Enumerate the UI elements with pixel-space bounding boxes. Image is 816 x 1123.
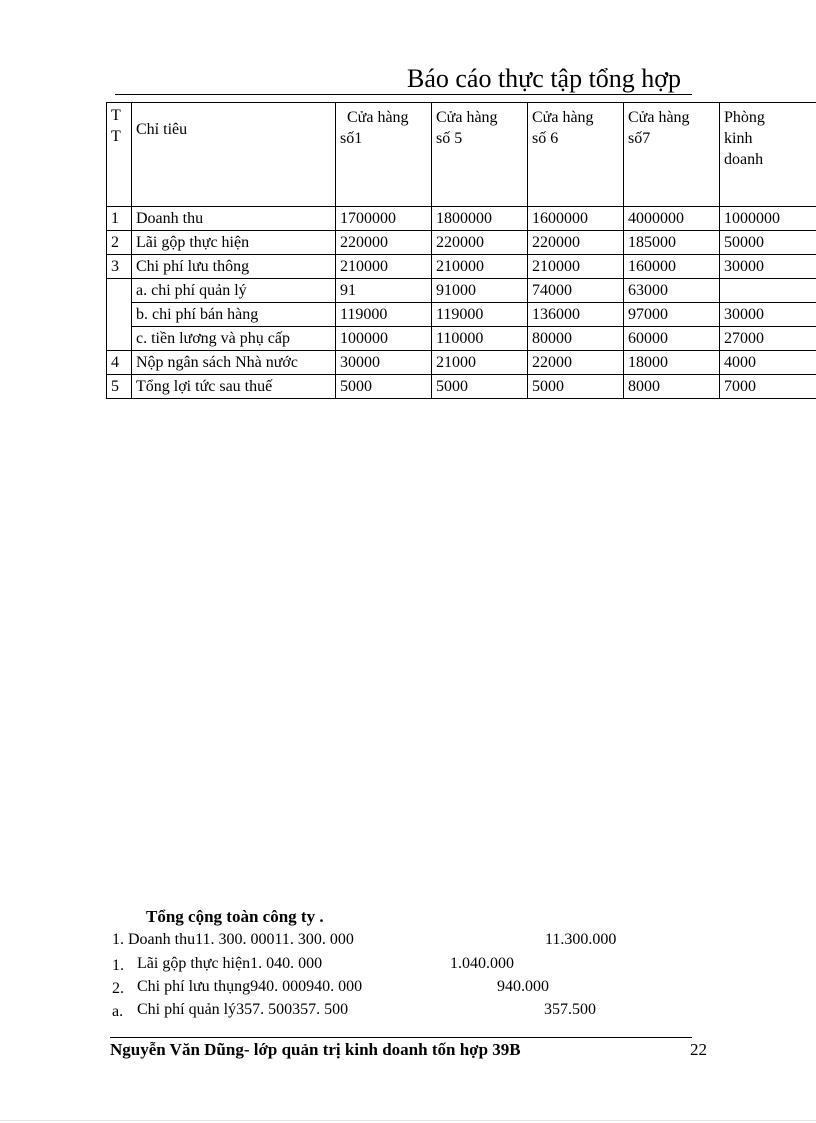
row-label: Doanh thu bbox=[132, 207, 336, 231]
row-label: Lãi gộp thực hiện bbox=[132, 231, 336, 255]
summary-label: Lãi gộp thực hiện1. 040. 000 bbox=[137, 955, 323, 972]
summary-total: 1.040.000 bbox=[450, 955, 514, 972]
header-line: Phòng bbox=[724, 109, 765, 126]
header-line: Cửa hàng bbox=[347, 109, 409, 126]
header-index-line: T bbox=[111, 128, 121, 145]
cell-store-6: 74000 bbox=[528, 279, 624, 303]
cell-store-5: 110000 bbox=[432, 327, 528, 351]
summary-label: Chi phí lưu thụng940. 000940. 000 bbox=[137, 978, 363, 995]
cell-business-office: 30000 bbox=[720, 255, 816, 279]
header-store-5 bbox=[432, 103, 528, 207]
row-label: b. chi phí bán hàng bbox=[132, 303, 336, 327]
row-index bbox=[107, 279, 132, 303]
cell-store-7: 18000 bbox=[624, 351, 720, 375]
cell-store-6: 1600000 bbox=[528, 207, 624, 231]
row-label: Nộp ngân sách Nhà nước bbox=[132, 351, 336, 375]
summary-label: 1. Doanh thu11. 300. 00011. 300. 000 bbox=[112, 931, 354, 948]
row-label: c. tiền lương và phụ cấp bbox=[132, 327, 336, 351]
header-line: Cửa hàng bbox=[436, 109, 498, 126]
table-row bbox=[107, 255, 816, 279]
header-line: doanh bbox=[724, 151, 764, 168]
cell-store-1: 119000 bbox=[336, 303, 432, 327]
cell-business-office: 4000 bbox=[720, 351, 816, 375]
row-index bbox=[107, 303, 132, 327]
header-index-line: T bbox=[111, 107, 121, 124]
header-line: số1 bbox=[340, 130, 363, 147]
cell-store-5: 5000 bbox=[432, 375, 528, 399]
cell-store-6: 136000 bbox=[528, 303, 624, 327]
table-row bbox=[107, 351, 816, 375]
header-line: Cửa hàng bbox=[532, 109, 594, 126]
cell-store-5: 210000 bbox=[432, 255, 528, 279]
cell-store-7: 97000 bbox=[624, 303, 720, 327]
table-row bbox=[107, 375, 816, 399]
summary-total: 940.000 bbox=[497, 978, 549, 995]
cell-store-1: 30000 bbox=[336, 351, 432, 375]
cell-store-1: 210000 bbox=[336, 255, 432, 279]
table-row bbox=[107, 327, 816, 351]
header-line: số 5 bbox=[436, 130, 463, 147]
header-line: Cửa hàng bbox=[628, 109, 690, 126]
header-line: số7 bbox=[628, 130, 651, 147]
summary-number: 2. bbox=[112, 980, 124, 997]
table-row bbox=[107, 231, 816, 255]
header-index bbox=[107, 103, 132, 207]
report-header-title: Báo cáo thực tập tổng hợp bbox=[407, 64, 682, 93]
cell-store-5: 220000 bbox=[432, 231, 528, 255]
row-label: Tổng lợi tức sau thuế bbox=[132, 375, 336, 399]
cell-business-office: 50000 bbox=[720, 231, 816, 255]
table-row bbox=[107, 303, 816, 327]
cell-business-office bbox=[720, 279, 816, 303]
cell-store-1: 220000 bbox=[336, 231, 432, 255]
row-index bbox=[107, 327, 132, 351]
header-rule bbox=[115, 94, 692, 95]
summary-item bbox=[110, 1001, 670, 1023]
header-store-7 bbox=[624, 103, 720, 207]
cell-store-5: 91000 bbox=[432, 279, 528, 303]
cell-store-7: 4000000 bbox=[624, 207, 720, 231]
footer-rule bbox=[110, 1037, 692, 1038]
header-indicator: Chỉ tiêu bbox=[132, 103, 336, 207]
cell-store-1: 1700000 bbox=[336, 207, 432, 231]
business-results-table bbox=[106, 102, 816, 399]
cell-store-6: 210000 bbox=[528, 255, 624, 279]
row-label: Chi phí lưu thông bbox=[132, 255, 336, 279]
footer-author: Nguyễn Văn Dũng- lớp quản trị kinh doanh tốn hợp 39B bbox=[110, 1040, 521, 1059]
cell-store-7: 185000 bbox=[624, 231, 720, 255]
summary-total: 11.300.000 bbox=[545, 931, 617, 948]
row-index: 1 bbox=[107, 207, 132, 231]
summary-number: a. bbox=[112, 1003, 124, 1020]
summary-total: 357.500 bbox=[544, 1001, 596, 1018]
cell-business-office: 30000 bbox=[720, 303, 816, 327]
cell-store-1: 100000 bbox=[336, 327, 432, 351]
cell-store-6: 80000 bbox=[528, 327, 624, 351]
cell-business-office: 27000 bbox=[720, 327, 816, 351]
row-index: 5 bbox=[107, 375, 132, 399]
table-header-row bbox=[107, 103, 816, 207]
company-summary bbox=[110, 907, 670, 1025]
table-row bbox=[107, 279, 816, 303]
summary-number: 1. bbox=[112, 957, 124, 974]
cell-store-1: 5000 bbox=[336, 375, 432, 399]
summary-label: Chi phí quản lý357. 500357. 500 bbox=[137, 1001, 349, 1018]
header-store-1 bbox=[336, 103, 432, 207]
cell-store-7: 63000 bbox=[624, 279, 720, 303]
page-number: 22 bbox=[690, 1040, 707, 1059]
summary-title: Tổng cộng toàn công ty . bbox=[146, 907, 324, 926]
cell-store-7: 160000 bbox=[624, 255, 720, 279]
header-business-office bbox=[720, 103, 816, 207]
table-row bbox=[107, 207, 816, 231]
summary-item bbox=[110, 955, 670, 977]
cell-store-5: 119000 bbox=[432, 303, 528, 327]
cell-store-5: 1800000 bbox=[432, 207, 528, 231]
page-bottom-edge bbox=[0, 1120, 816, 1121]
cell-store-7: 8000 bbox=[624, 375, 720, 399]
header-store-6 bbox=[528, 103, 624, 207]
header-line: số 6 bbox=[532, 130, 559, 147]
summary-item bbox=[110, 931, 670, 953]
cell-business-office: 7000 bbox=[720, 375, 816, 399]
cell-store-7: 60000 bbox=[624, 327, 720, 351]
row-index: 4 bbox=[107, 351, 132, 375]
cell-store-6: 5000 bbox=[528, 375, 624, 399]
cell-store-6: 220000 bbox=[528, 231, 624, 255]
header-line: kinh bbox=[724, 130, 753, 147]
cell-store-5: 21000 bbox=[432, 351, 528, 375]
row-label: a. chi phí quản lý bbox=[132, 279, 336, 303]
cell-store-6: 22000 bbox=[528, 351, 624, 375]
row-index: 2 bbox=[107, 231, 132, 255]
cell-store-1: 91 bbox=[336, 279, 432, 303]
cell-business-office: 1000000 bbox=[720, 207, 816, 231]
summary-item bbox=[110, 978, 670, 1000]
row-index: 3 bbox=[107, 255, 132, 279]
